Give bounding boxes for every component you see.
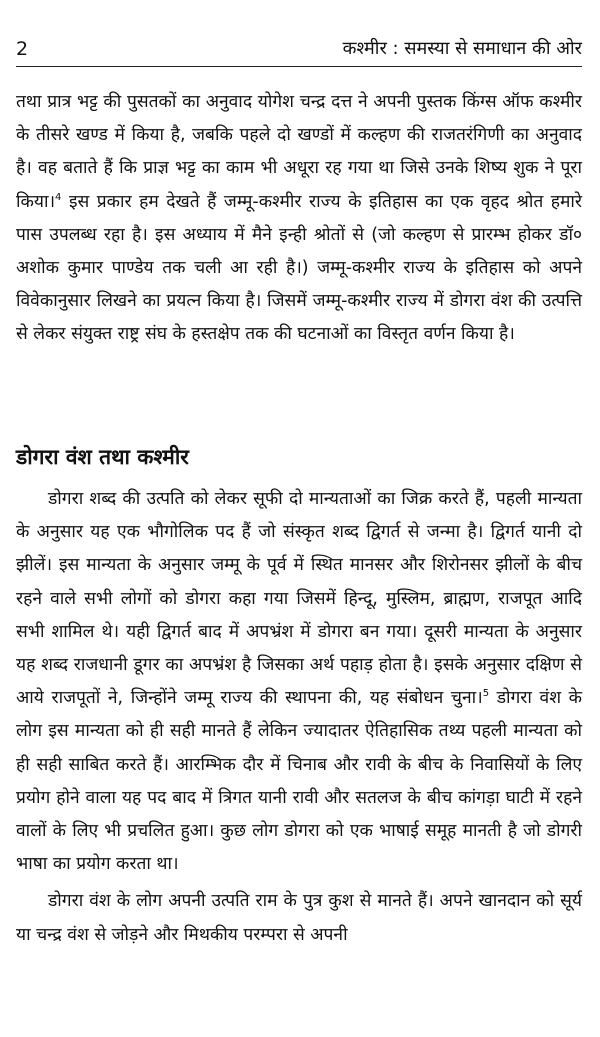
paragraph-dogra-origin-text-a: डोगरा शब्द की उत्पति को लेकर सूफी दो मान्यताओं का जिक्र करते हैं, पहली मान्यता के अनुसार यह एक भौगोलिक पद हैं जो संस्कृत शब्द द्विगर्त से जन्मा है। द्विगर्त यानी दो झीलें। इस मान्यता के अनुसार जम्मू के पूर्व में स्थित मानसर और शिरोनसर झीलों के बीच रहने वाले सभी लोगों को डोगरा कहा गया जिसमें हिन्दू, मुस्लिम, ब्राह्मण, राजपूत आदि सभी शामिल थे। यही द्विगर्त बाद में अपभ्रंश में डोगरा बन गया। दूसरी मान्यता के अनुसार यह शब्द राजधानी डूगर का अपभ्रंश है जिसका अर्थ पहाड़ होता है। इसके अनुसार दक्षिण से आये राजपूतों ने, जिन्होंने जम्मू राज्य की स्थापना की, यह संबोधन चुना। [16, 489, 582, 709]
paragraph-dogra-origin [16, 483, 582, 881]
running-title: कश्मीर : समस्या से समाधान की ओर [342, 38, 582, 59]
footnote-marker-5: 5 [482, 688, 490, 700]
paragraph-sources [16, 86, 582, 352]
intro-paragraph-block [16, 86, 582, 352]
page-header [16, 36, 582, 67]
footnote-marker-4: 4 [55, 191, 62, 203]
section-body [16, 483, 582, 952]
paragraph-sources-text-b: इस प्रकार हम देखते हैं जम्मू-कश्मीर राज्य के इतिहास का एक वृहद श्रोत हमारे पास उपलब्ध रहा है। इस अध्याय में मैने इन्ही श्रोतों से (जो कल्हण से प्रारम्भ होकर डॉ० अशोक कुमार पाण्डेय तक चली आ रही है।) जम्मू-कश्मीर राज्य के इतिहास को अपने विवेकानुसार लिखने का प्रयत्न किया है। जिसमें जम्मू-कश्मीर राज्य में डोगरा वंश की उत्पत्ति से लेकर संयुक्त राष्ट्र संघ के हस्तक्षेप तक की घटनाओं का विस्तृत वर्णन किया है। [16, 191, 582, 345]
paragraph-dogra-lineage: डोगरा वंश के लोग अपनी उत्पति राम के पुत्र कुश से मानते हैं। अपने खानदान को सूर्य या चन्द्र वंश से जोड़ने और मिथकीय परम्परा से अपनी [16, 891, 582, 945]
page-number: 2 [16, 38, 29, 60]
paragraph-sources-text-a: तथा प्रात्र भट्ट की पुसतकों का अनुवाद योगेश चन्द्र दत्त ने अपनी पुस्तक किंग्स ऑफ कश्मीर के तीसरे खण्ड में किया है, जबकि पहले दो खण्डों में कल्हण की राजतरंगिणी का अनुवाद है। वह बताते हैं कि प्राज्ञ भट्ट का काम भी अधूरा रह गया था जिसे उनके शिष्य शुक ने पूरा किया। [16, 92, 582, 212]
paragraph-dogra-origin-text-b: डोगरा वंश के लोग इस मान्यता को ही सही मानते हैं लेकिन ज्यादातर ऐतिहासिक तथ्य पहली मान्यता को ही सही साबित करते हैं। आरम्भिक दौर में चिनाब और रावी के बीच के निवासियों के लिए प्रयोग होने वाला यह पद बाद में त्रिगत यानी रावी और सतलज के बीच कांगड़ा घाटी में रहने वालों के लिए भी प्रचलित हुआ। कुछ लोग डोगरा को एक भाषाई समूह मानती है जो डोगरी भाषा का प्रयोग करता था। [16, 688, 582, 875]
section-heading: डोगरा वंश तथा कश्मीर [16, 445, 189, 469]
